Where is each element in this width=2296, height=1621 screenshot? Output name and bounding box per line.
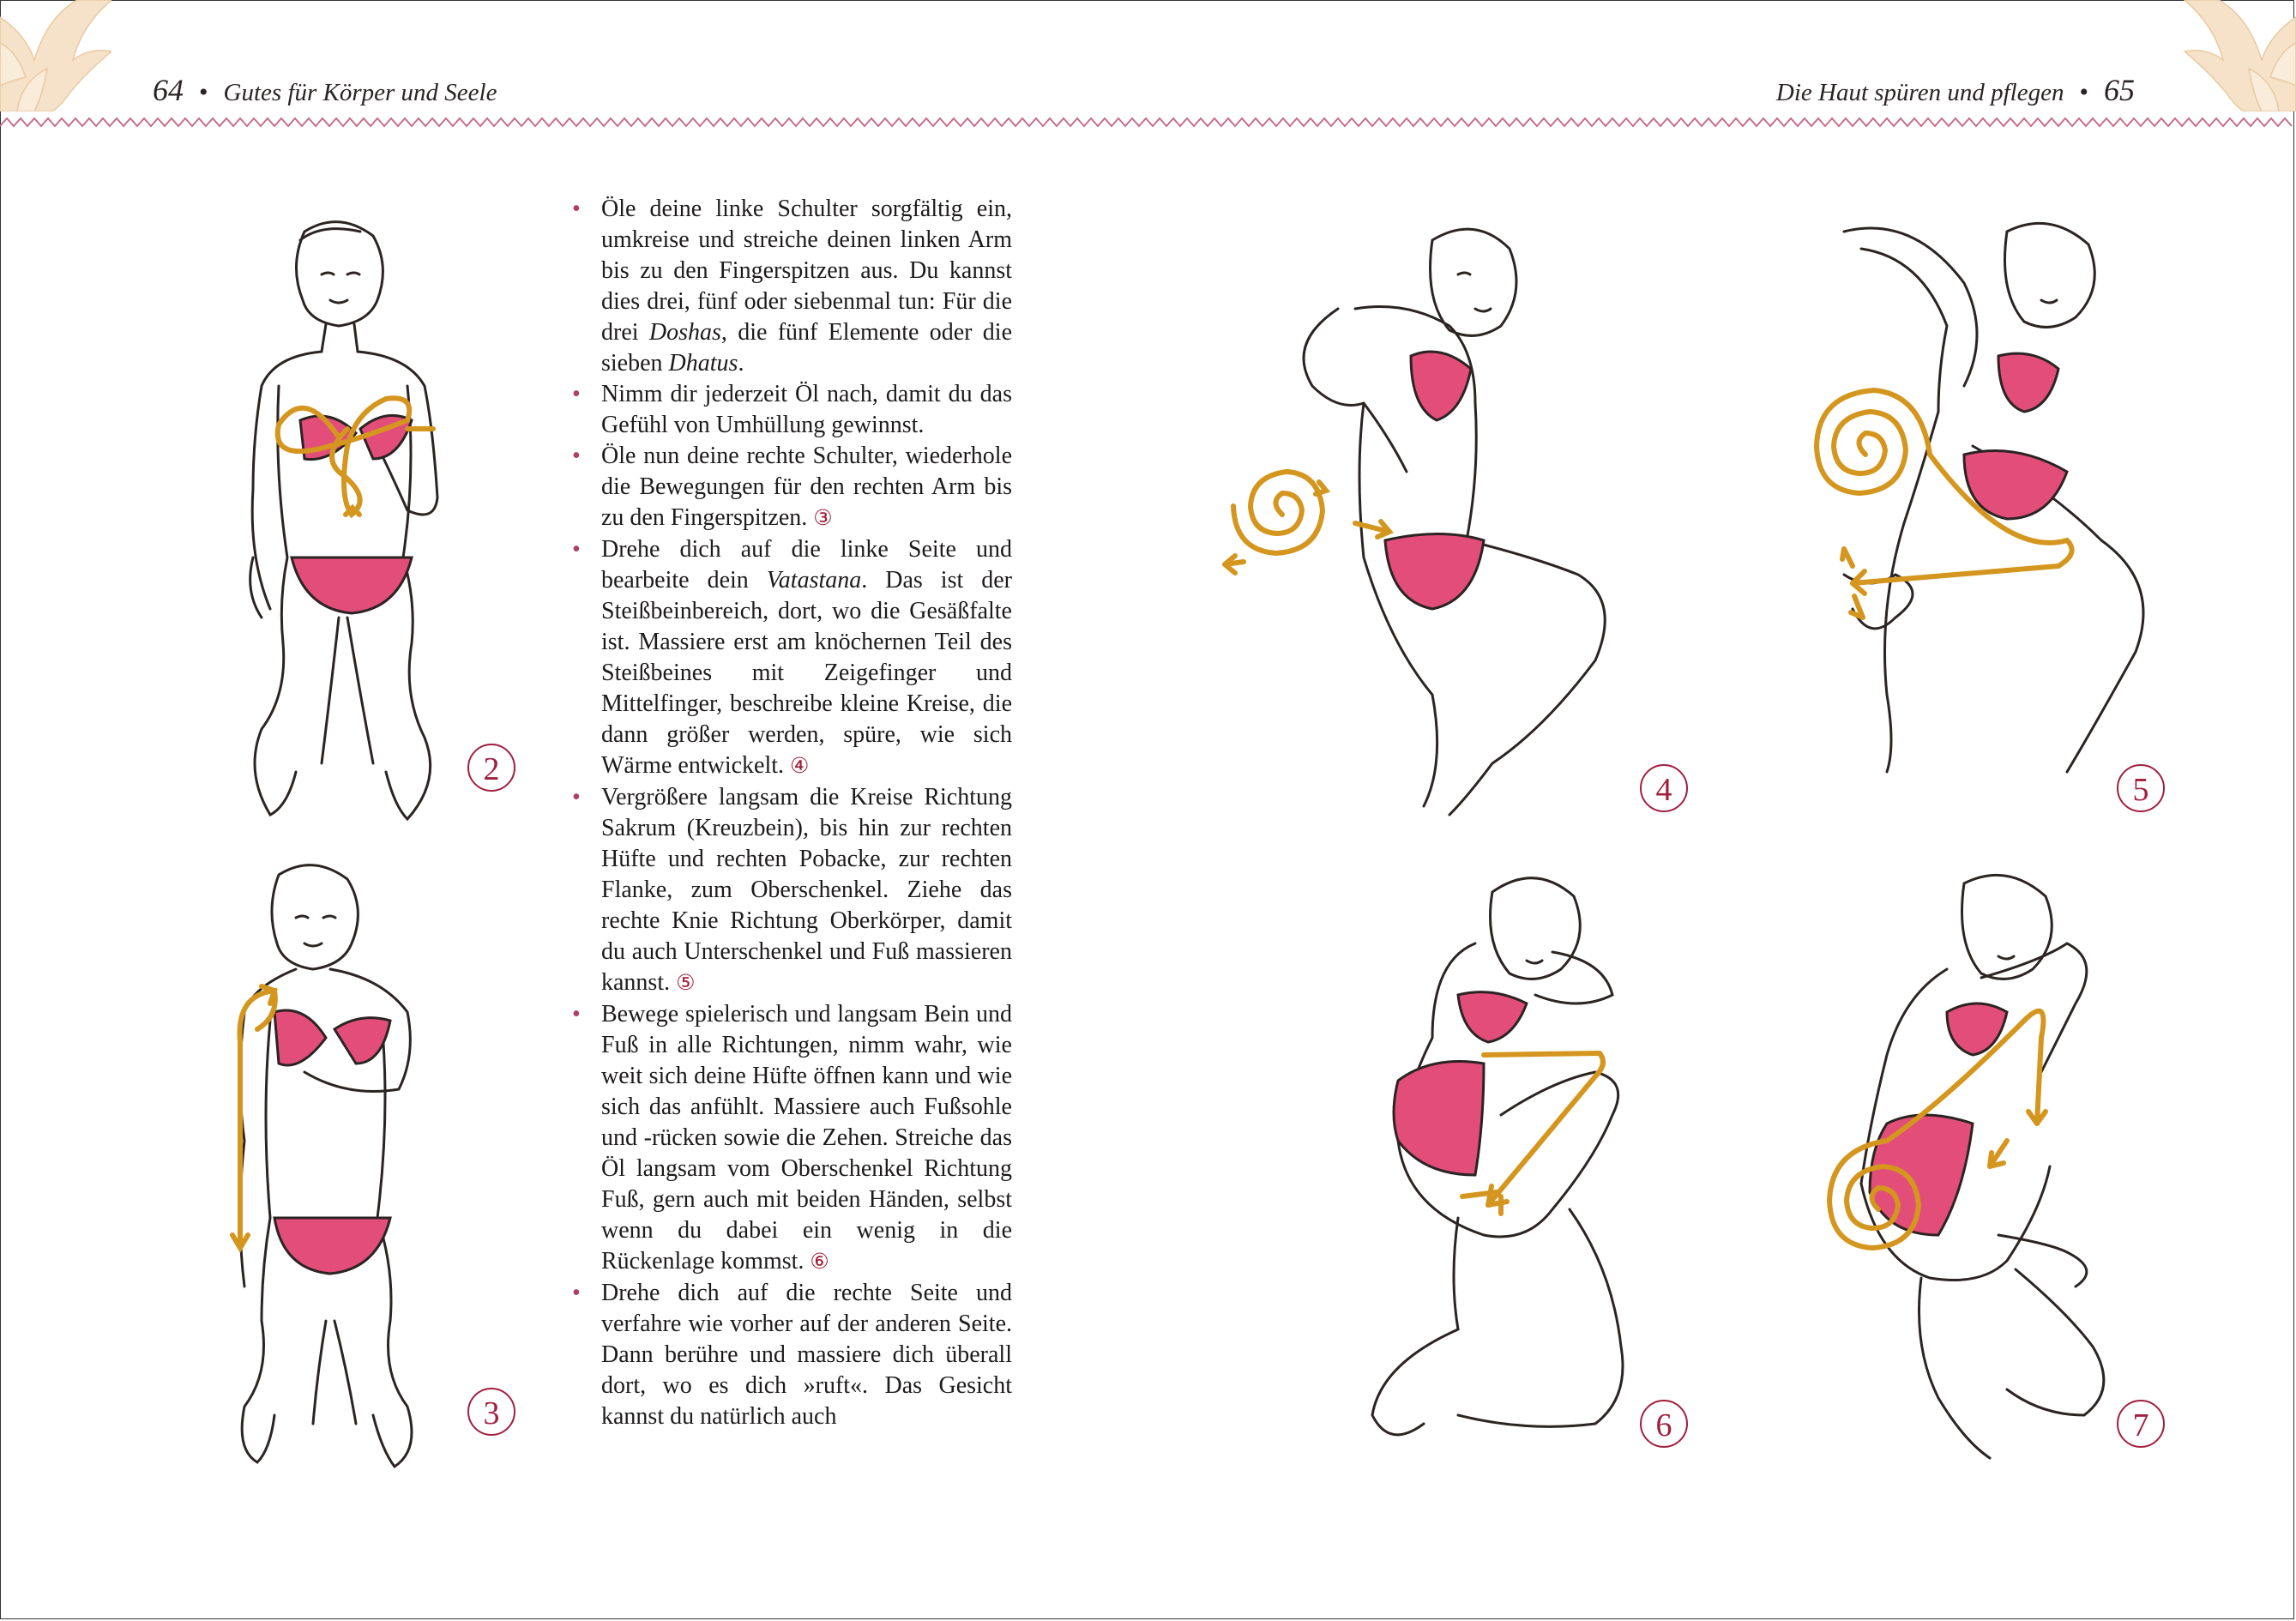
- figure-reference: ③: [813, 507, 833, 530]
- figure-5-illustration: [1793, 214, 2239, 832]
- figure-number-2: 2: [467, 744, 515, 792]
- figure-reference: ⑤: [676, 972, 696, 995]
- bullet-separator-icon: •: [199, 78, 208, 106]
- text-run: .: [738, 350, 744, 377]
- header-title-left: Gutes für Körper und Seele: [223, 79, 497, 106]
- figure-2-illustration: [193, 214, 485, 841]
- running-header-left: [153, 72, 497, 108]
- text-run: Drehe dich auf die rechte Seite und verfahre wie vorher auf der anderen Seite. Dann berühre und massiere dich überall dort, wo es dich »ruft«. Das Gesicht kannst du natürlich auch: [601, 1280, 1012, 1430]
- lotus-ornament-left-icon: [0, 0, 111, 111]
- text-run-italic: Dhatus: [668, 350, 738, 377]
- list-item: [570, 379, 1012, 441]
- zigzag-divider: [0, 117, 2296, 129]
- figure-6-illustration: [1355, 866, 1733, 1467]
- instructions-text: [570, 194, 1012, 1432]
- list-item: [570, 1278, 1012, 1432]
- figure-4-illustration: [1218, 214, 1664, 832]
- figure-7-illustration: [1784, 866, 2196, 1467]
- text-run: , die fünf Elemente oder die sieben: [601, 319, 1013, 377]
- figure-number-5: 5: [2117, 764, 2165, 812]
- figure-number-6: 6: [1640, 1400, 1688, 1448]
- header-title-right: Die Haut spüren und pflegen: [1775, 79, 2064, 106]
- figure-number-4: 4: [1640, 764, 1688, 812]
- page-number-left: 64: [153, 73, 184, 107]
- list-item: [570, 782, 1012, 999]
- figure-number-3: 3: [467, 1388, 515, 1436]
- figure-number-7: 7: [2117, 1400, 2165, 1448]
- figure-reference: ④: [790, 755, 810, 778]
- text-run: Nimm dir jederzeit Öl nach, damit du das Gefühl von Umhüllung gewinnst.: [601, 381, 1012, 438]
- text-run-italic: Vatastana: [766, 567, 862, 594]
- running-header-right: [1776, 72, 2135, 108]
- text-run: Vergrößere langsam die Kreise Richtung Sakrum (Kreuzbein), bis hin zur rechten Hüfte und rechten Pobacke, zur rechten Flanke, zum Oberschenkel. Ziehe das rechte Knie Richtung Oberkörper, damit du auch Unterschenkel und Fuß massieren kannst.: [601, 784, 1012, 996]
- figure-3-illustration: [176, 858, 467, 1475]
- figure-reference: ⑥: [810, 1250, 829, 1274]
- list-item: [570, 999, 1012, 1278]
- text-run: . Das ist der Steißbeinbereich, dort, wo die Gesäßfalte ist. Massiere erst am knöchernen Teil des Steißbeines mit Zeigefinger und Mittelfinger, beschreibe kleine Kreise, die dann größer werden, spüre, wie sich Wärme entwickelt.: [601, 567, 1012, 779]
- text-run: Öle nun deine rechte Schulter, wiederhole die Bewegungen für den rechten Arm bis zu den Fingerspitzen.: [601, 443, 1012, 531]
- text-run: Bewege spielerisch und langsam Bein und Fuß in alle Richtungen, nimm wahr, wie weit sich deine Hüfte öffnen kann und wie sich das anfühlt. Massiere auch Fußsohle und -rücken sowie die Zehen. Streiche das Öl langsam vom Oberschenkel Richtung Fuß, gern auch mit beiden Händen, selbst wenn du dabei ein wenig in die Rückenlage kommst.: [601, 1001, 1012, 1275]
- lotus-ornament-right-icon: [2167, 0, 2296, 111]
- list-item: [570, 534, 1012, 782]
- list-item: [570, 441, 1012, 534]
- text-run: Drehe dich auf die linke Seite und bearbeite dein: [601, 536, 1012, 594]
- text-run: Öle deine linke Schulter sorgfältig ein, umkreise und streiche deinen linken Arm bis zu den Fingerspitzen aus. Du kannst dies drei, fünf oder siebenmal tun: Für die drei: [601, 196, 1012, 346]
- page-number-right: 65: [2104, 73, 2135, 107]
- text-run-italic: Doshas: [648, 319, 721, 346]
- bullet-separator-icon: •: [2079, 78, 2088, 106]
- list-item: [570, 194, 1012, 379]
